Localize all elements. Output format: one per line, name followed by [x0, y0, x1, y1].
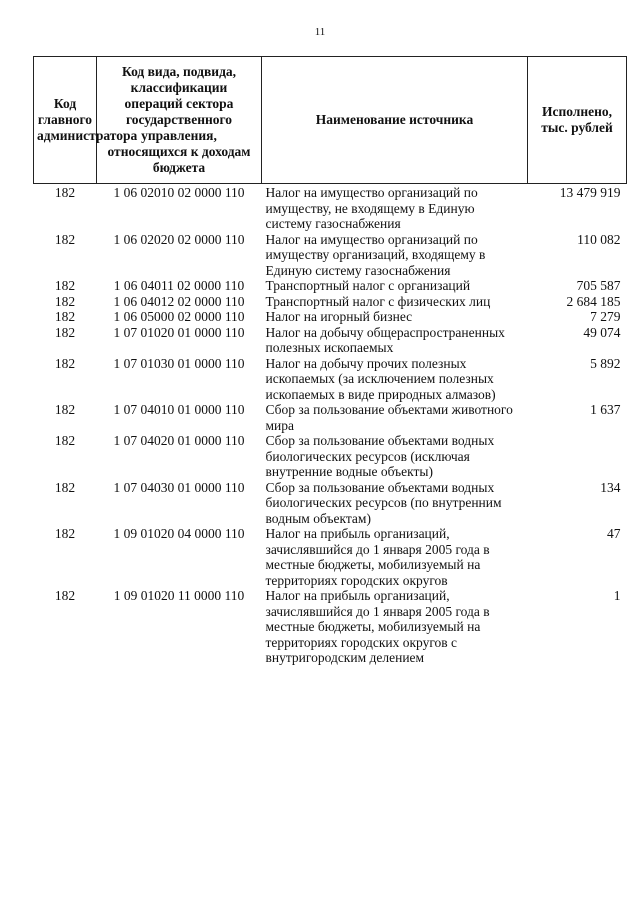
executed-amount-cell: 5 892 [590, 355, 621, 371]
source-name-cell: Сбор за пользование объектами животного мира [265, 402, 513, 433]
header-source-name: Наименование источника [262, 57, 528, 184]
source-name-cell: Транспортный налог с организаций [265, 278, 471, 293]
executed-amount-cell: 2 684 185 [566, 293, 621, 309]
header-admin-code: Код главного администратора [34, 57, 97, 184]
table-row [34, 325, 627, 356]
source-name-cell: Налог на игорный бизнес [265, 309, 413, 324]
executed-amount-cell: 7 279 [590, 309, 621, 324]
revenue-table [33, 56, 627, 666]
executed-amount-cell: 110 082 [577, 231, 621, 247]
source-name-cell: Налог на добычу общераспространенных полезных ископаемых [265, 324, 505, 355]
classification-code-cell: 1 07 04020 01 0000 110 [113, 433, 245, 448]
header-classification-code: Код вида, подвида, классификации операций сектора государственного управления, относящихся к доходам бюджета [97, 57, 262, 184]
page-number: 11 [314, 26, 326, 38]
table-row [34, 480, 627, 527]
admin-code-cell: 182 [54, 293, 76, 309]
classification-code-cell: 1 09 01020 11 0000 110 [113, 588, 245, 603]
source-name-cell: Сбор за пользование объектами водных биологических ресурсов (исключая внутренние водные объекты) [265, 433, 495, 479]
executed-amount-cell: 47 [607, 526, 621, 541]
table-row [34, 184, 627, 232]
executed-amount-cell: 1 637 [590, 402, 621, 417]
source-name-cell: Налог на имущество организаций по имуществу организаций, входящему в Единую систему газоснабжения [265, 231, 486, 278]
table-row [34, 232, 627, 279]
executed-amount-cell [528, 433, 627, 480]
classification-code-cell: 1 06 02010 02 0000 110 [113, 185, 245, 200]
admin-code-cell: 182 [54, 526, 76, 541]
classification-code-cell: 1 06 05000 02 0000 110 [113, 309, 245, 324]
table-row [34, 356, 627, 403]
classification-code-cell: 1 07 01020 01 0000 110 [113, 324, 245, 340]
table-row [34, 588, 627, 666]
source-name-cell: Налог на имущество организаций по имуществу, не входящему в Единую систему газоснабжения [265, 185, 478, 231]
table-row [34, 526, 627, 588]
executed-amount-cell: 13 479 919 [559, 185, 621, 200]
admin-code-cell: 182 [54, 433, 76, 448]
admin-code-cell: 182 [54, 402, 76, 417]
source-name-cell: Сбор за пользование объектами водных биологических ресурсов (по внутренним водным объектам) [265, 479, 502, 526]
admin-code-cell: 182 [54, 324, 76, 340]
source-name-cell: Налог на добычу прочих полезных ископаемых (за исключением полезных ископаемых в виде природных алмазов) [265, 355, 496, 402]
admin-code-cell: 182 [54, 278, 76, 293]
executed-amount-cell: 49 074 [583, 324, 621, 340]
table-row [34, 278, 627, 294]
admin-code-cell: 182 [54, 588, 76, 603]
table-row [34, 433, 627, 480]
executed-amount-cell: 705 587 [576, 278, 621, 293]
classification-code-cell: 1 07 04010 01 0000 110 [113, 402, 245, 417]
executed-amount-cell: 1 [613, 588, 621, 603]
header-executed-amount: Исполнено, тыс. рублей [528, 57, 627, 184]
executed-amount-cell: 134 [600, 479, 621, 495]
source-name-cell: Налог на прибыль организаций, зачислявшийся до 1 января 2005 года в местные бюджеты, мобилизуемый на территориях городских округов с внутригородским делением [265, 588, 490, 665]
source-name-cell: Налог на прибыль организаций, зачислявшийся до 1 января 2005 года в местные бюджеты, мобилизуемый на территориях городских округов [265, 526, 490, 588]
admin-code-cell: 182 [54, 185, 76, 200]
admin-code-cell: 182 [54, 309, 76, 324]
table-row [34, 402, 627, 433]
table-row [34, 294, 627, 310]
table-header-row [34, 57, 627, 184]
classification-code-cell: 1 09 01020 04 0000 110 [113, 526, 245, 541]
admin-code-cell: 182 [54, 231, 76, 247]
admin-code-cell: 182 [54, 479, 76, 495]
source-name-cell: Транспортный налог с физических лиц [265, 293, 491, 309]
classification-code-cell: 1 06 04012 02 0000 110 [113, 293, 245, 309]
table-row [34, 309, 627, 325]
admin-code-cell: 182 [54, 355, 76, 371]
classification-code-cell: 1 06 02020 02 0000 110 [113, 231, 245, 247]
classification-code-cell: 1 06 04011 02 0000 110 [113, 278, 245, 293]
classification-code-cell: 1 07 04030 01 0000 110 [113, 479, 245, 495]
classification-code-cell: 1 07 01030 01 0000 110 [113, 355, 245, 371]
